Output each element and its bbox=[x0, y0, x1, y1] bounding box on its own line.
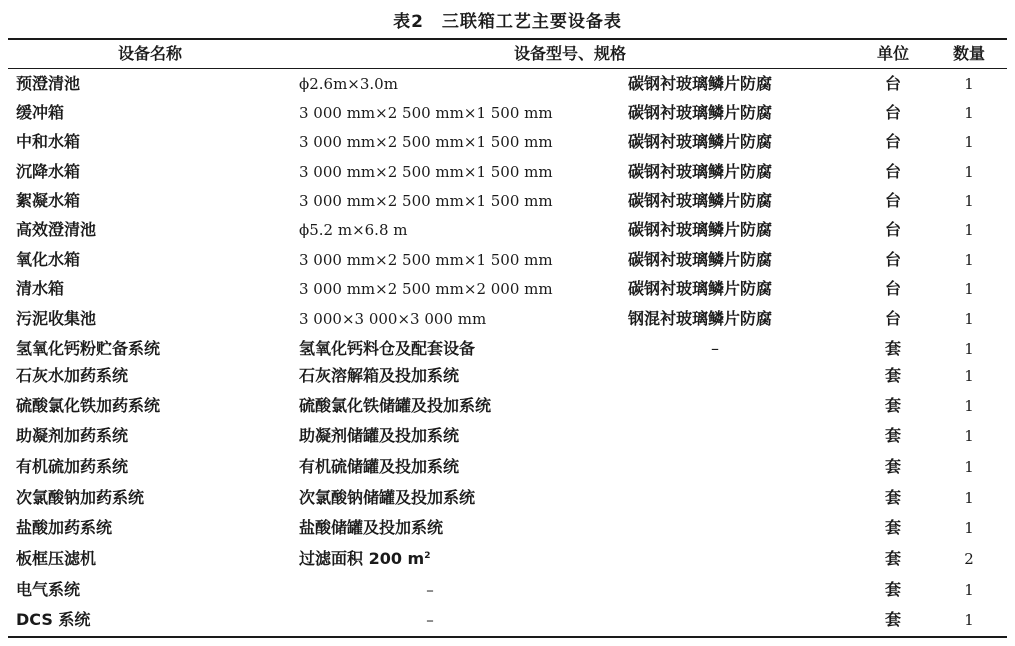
quantity-cell: 1 bbox=[964, 397, 974, 415]
quantity-cell: 1 bbox=[964, 251, 974, 269]
model-spec-cell: ϕ2.6m×3.0m bbox=[299, 75, 398, 93]
unit-cell: 台 bbox=[884, 74, 901, 93]
model-spec-cell: 3 000 mm×2 500 mm×1 500 mm bbox=[299, 192, 553, 210]
model-spec-cell: – bbox=[426, 581, 434, 599]
table-row bbox=[0, 576, 1015, 604]
unit-cell: 台 bbox=[884, 191, 901, 210]
table-row bbox=[0, 514, 1015, 542]
unit-cell: 套 bbox=[884, 580, 901, 599]
table-row bbox=[0, 128, 1015, 156]
table-row bbox=[0, 335, 1015, 363]
table-header-rule bbox=[8, 68, 1007, 69]
material-cell: 钢混衬玻璃鳞片防腐 bbox=[628, 309, 773, 328]
equipment-name-cell: 高效澄清池 bbox=[16, 220, 97, 239]
table-row bbox=[0, 422, 1015, 450]
unit-cell: 套 bbox=[884, 518, 901, 537]
table-top-rule bbox=[8, 38, 1007, 40]
model-spec-cell: 3 000 mm×2 500 mm×1 500 mm bbox=[299, 133, 553, 151]
table-row bbox=[0, 362, 1015, 390]
model-spec-cell: 3 000 mm×2 500 mm×2 000 mm bbox=[299, 280, 553, 298]
material-cell: 碳钢衬玻璃鳞片防腐 bbox=[628, 74, 773, 93]
model-spec-cell: 3 000 mm×2 500 mm×1 500 mm bbox=[299, 251, 553, 269]
table-row bbox=[0, 70, 1015, 98]
equipment-name-cell: 次氯酸钠加药系统 bbox=[16, 488, 145, 507]
unit-cell: 套 bbox=[884, 488, 901, 507]
material-cell: 碳钢衬玻璃鳞片防腐 bbox=[628, 132, 773, 151]
header-quantity: 数量 bbox=[952, 44, 985, 63]
table-row bbox=[0, 187, 1015, 215]
equipment-name-cell: 氢氧化钙粉贮备系统 bbox=[16, 339, 161, 358]
unit-cell: 台 bbox=[884, 309, 901, 328]
model-spec-cell: 3 000 mm×2 500 mm×1 500 mm bbox=[299, 104, 553, 122]
equipment-name-cell: 中和水箱 bbox=[16, 132, 81, 151]
equipment-name-cell: 石灰水加药系统 bbox=[16, 366, 129, 385]
material-cell: 碳钢衬玻璃鳞片防腐 bbox=[628, 220, 773, 239]
quantity-cell: 1 bbox=[964, 192, 974, 210]
equipment-name-cell: 氧化水箱 bbox=[16, 250, 81, 269]
model-spec-cell: 盐酸储罐及投加系统 bbox=[299, 518, 444, 537]
unit-cell: 台 bbox=[884, 220, 901, 239]
material-cell: 碳钢衬玻璃鳞片防腐 bbox=[628, 103, 773, 122]
table-row bbox=[0, 606, 1015, 634]
model-spec-cell: 石灰溶解箱及投加系统 bbox=[299, 366, 460, 385]
quantity-cell: 1 bbox=[964, 340, 974, 358]
model-spec-cell: 助凝剂储罐及投加系统 bbox=[299, 426, 460, 445]
header-unit: 单位 bbox=[876, 44, 909, 63]
equipment-name-cell: 硫酸氯化铁加药系统 bbox=[16, 396, 161, 415]
model-spec-cell: 有机硫储罐及投加系统 bbox=[299, 457, 460, 476]
unit-cell: 套 bbox=[884, 339, 901, 358]
quantity-cell: 1 bbox=[964, 75, 974, 93]
equipment-name-cell: 电气系统 bbox=[16, 580, 81, 599]
quantity-cell: 1 bbox=[964, 310, 974, 328]
quantity-cell: 1 bbox=[964, 581, 974, 599]
unit-cell: 台 bbox=[884, 132, 901, 151]
quantity-cell: 1 bbox=[964, 367, 974, 385]
quantity-cell: 2 bbox=[964, 550, 974, 568]
model-spec-cell: 硫酸氯化铁储罐及投加系统 bbox=[299, 396, 492, 415]
table-row bbox=[0, 99, 1015, 127]
table-row bbox=[0, 453, 1015, 481]
quantity-cell: 1 bbox=[964, 221, 974, 239]
table-row bbox=[0, 545, 1015, 573]
model-spec-cell: 3 000 mm×2 500 mm×1 500 mm bbox=[299, 163, 553, 181]
model-spec-cell: 3 000×3 000×3 000 mm bbox=[299, 310, 487, 328]
quantity-cell: 1 bbox=[964, 104, 974, 122]
model-spec-cell: 次氯酸钠储罐及投加系统 bbox=[299, 488, 476, 507]
material-cell: – bbox=[711, 339, 719, 358]
unit-cell: 套 bbox=[884, 426, 901, 445]
spec-text: 过滤面积 200 m bbox=[299, 549, 425, 568]
table-caption: 表2 三联箱工艺主要设备表 bbox=[393, 12, 622, 32]
table-bottom-rule bbox=[8, 636, 1007, 638]
material-cell: 碳钢衬玻璃鳞片防腐 bbox=[628, 250, 773, 269]
quantity-cell: 1 bbox=[964, 611, 974, 629]
equipment-name-cell: 板框压滤机 bbox=[16, 549, 97, 568]
header-equipment-name: 设备名称 bbox=[117, 44, 182, 63]
equipment-name-cell: 助凝剂加药系统 bbox=[16, 426, 129, 445]
unit-cell: 台 bbox=[884, 250, 901, 269]
equipment-name-cell: 絮凝水箱 bbox=[16, 191, 81, 210]
table-row bbox=[0, 246, 1015, 274]
unit-cell: 套 bbox=[884, 610, 901, 629]
equipment-name-cell: 污泥收集池 bbox=[16, 309, 97, 328]
equipment-name-cell: 沉降水箱 bbox=[16, 162, 81, 181]
model-spec-cell bbox=[299, 545, 430, 573]
quantity-cell: 1 bbox=[964, 427, 974, 445]
model-spec-cell: – bbox=[426, 611, 434, 629]
table-row bbox=[0, 275, 1015, 303]
unit-cell: 台 bbox=[884, 103, 901, 122]
material-cell: 碳钢衬玻璃鳞片防腐 bbox=[628, 279, 773, 298]
spec-superscript: 2 bbox=[424, 551, 431, 561]
equipment-name-cell: DCS 系统 bbox=[16, 610, 91, 629]
table-row bbox=[0, 392, 1015, 420]
equipment-name-cell: 盐酸加药系统 bbox=[16, 518, 113, 537]
unit-cell: 套 bbox=[884, 396, 901, 415]
equipment-name-cell: 有机硫加药系统 bbox=[16, 457, 129, 476]
unit-cell: 套 bbox=[884, 457, 901, 476]
unit-cell: 台 bbox=[884, 162, 901, 181]
equipment-name-cell: 清水箱 bbox=[16, 279, 65, 298]
equipment-name-cell: 预澄清池 bbox=[16, 74, 81, 93]
table-row bbox=[0, 484, 1015, 512]
quantity-cell: 1 bbox=[964, 280, 974, 298]
quantity-cell: 1 bbox=[964, 133, 974, 151]
model-spec-cell: 氢氧化钙料仓及配套设备 bbox=[299, 339, 476, 358]
material-cell: 碳钢衬玻璃鳞片防腐 bbox=[628, 162, 773, 181]
table-row bbox=[0, 305, 1015, 333]
quantity-cell: 1 bbox=[964, 489, 974, 507]
table-row bbox=[0, 158, 1015, 186]
header-model-spec: 设备型号、规格 bbox=[513, 44, 626, 63]
quantity-cell: 1 bbox=[964, 519, 974, 537]
equipment-name-cell: 缓冲箱 bbox=[16, 103, 65, 122]
material-cell: 碳钢衬玻璃鳞片防腐 bbox=[628, 191, 773, 210]
model-spec-cell: ϕ5.2 m×6.8 m bbox=[299, 221, 408, 239]
unit-cell: 台 bbox=[884, 279, 901, 298]
unit-cell: 套 bbox=[884, 366, 901, 385]
quantity-cell: 1 bbox=[964, 458, 974, 476]
table-row bbox=[0, 216, 1015, 244]
unit-cell: 套 bbox=[884, 549, 901, 568]
quantity-cell: 1 bbox=[964, 163, 974, 181]
